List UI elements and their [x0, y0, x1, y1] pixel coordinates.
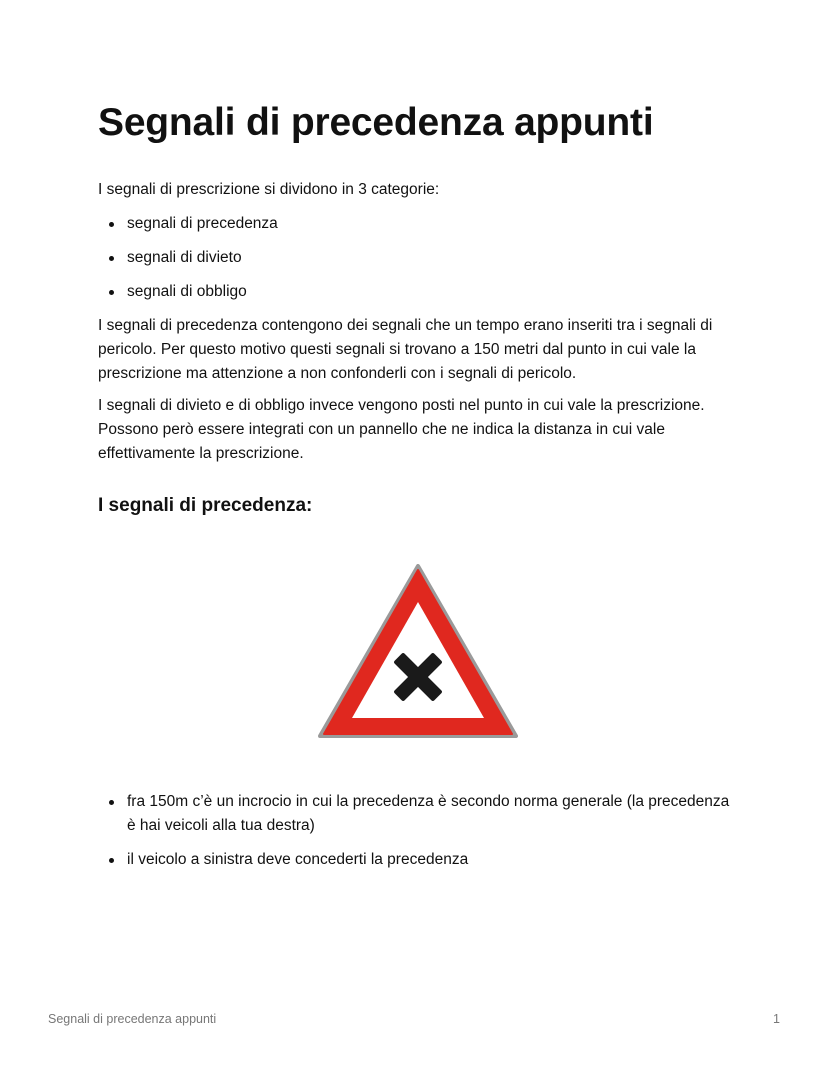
section-heading: I segnali di precedenza: [98, 495, 313, 516]
intro-text: I segnali di prescrizione si dividono in 3 categorie: [98, 181, 440, 198]
notes-list [98, 790, 738, 872]
list-item [98, 212, 738, 236]
list-item [98, 280, 738, 304]
bullet-icon [109, 858, 114, 863]
footer-title: Segnali di precedenza appunti [48, 1012, 217, 1026]
paragraph: I segnali di divieto e di obbligo invece vengono posti nel punto in cui vale la prescrizione. Possono però essere integrati con un pannello che ne indica la distanza in cui vale effettivamente la prescrizione. [98, 397, 705, 462]
page-title: Segnali di precedenza appunti [98, 101, 654, 144]
list-item [98, 848, 738, 872]
page-number: 1 [773, 1012, 780, 1026]
document-content [98, 96, 738, 882]
bullet-icon [109, 800, 114, 805]
list-item-text: fra 150m c’è un incrocio in cui la precedenza è secondo norma generale (la precedenza è hai veicoli alla tua destra) [127, 793, 730, 834]
paragraph: I segnali di precedenza contengono dei segnali che un tempo erano inseriti tra i segnali di pericolo. Per questo motivo questi segnali si trovano a 150 metri dal punto in cui vale la prescrizione ma attenzione a non confonderli con i segnali di pericolo. [98, 317, 713, 382]
list-item-text: segnali di obbligo [127, 283, 247, 300]
crossroads-warning-sign-icon [318, 564, 518, 740]
bullet-icon [109, 222, 114, 227]
list-item [98, 790, 738, 838]
list-item-text: segnali di precedenza [127, 215, 278, 232]
sign-figure [98, 564, 738, 740]
bullet-icon [109, 256, 114, 261]
list-item [98, 246, 738, 270]
list-item-text: il veicolo a sinistra deve concederti la precedenza [127, 851, 469, 868]
list-item-text: segnali di divieto [127, 249, 242, 266]
category-list [98, 212, 738, 304]
bullet-icon [109, 290, 114, 295]
